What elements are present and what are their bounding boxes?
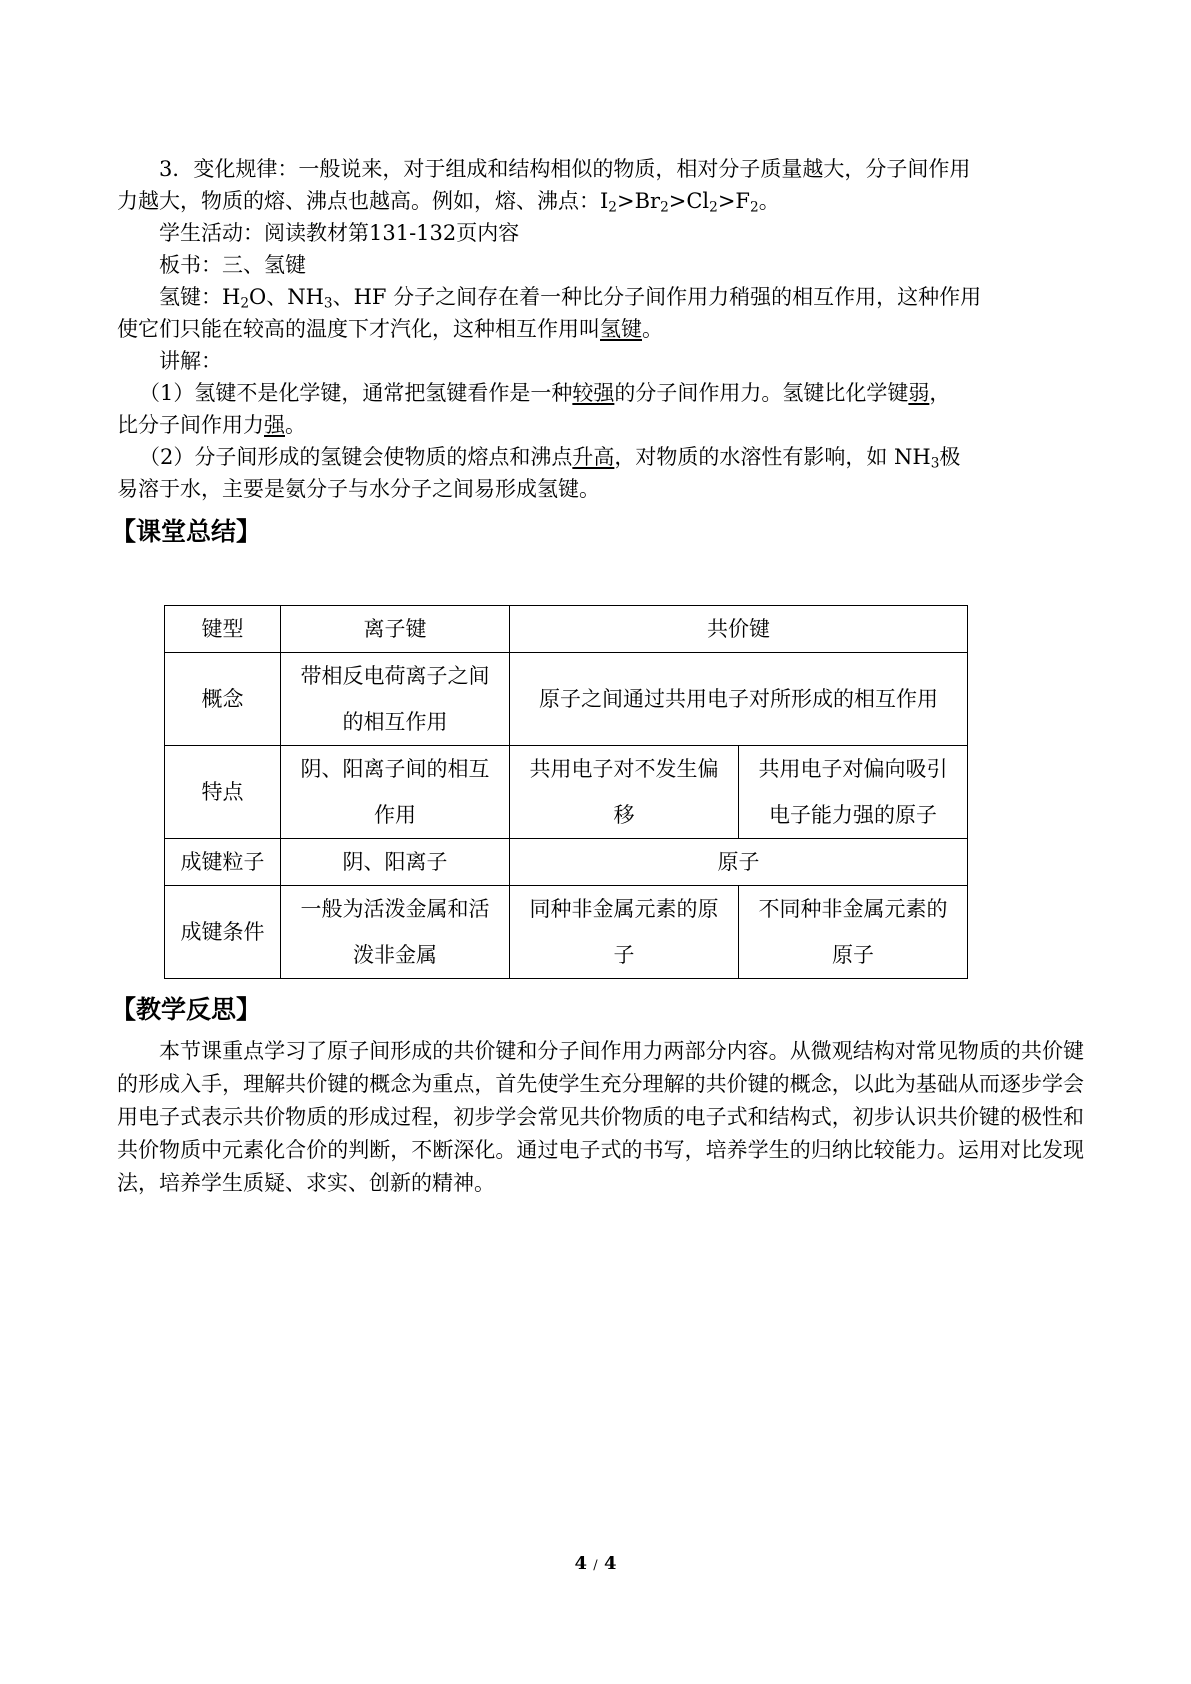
table-cell: 一般为活泼金属和活泼非金属: [281, 886, 510, 979]
table-row: [165, 653, 968, 746]
table-cell: 带相反电荷离子之间的相互作用: [281, 653, 510, 746]
table-cell: 共用电子对不发生偏移: [510, 746, 739, 839]
table-row: [165, 746, 968, 839]
page-number: [0, 1553, 1191, 1574]
table-cell: 键型: [165, 606, 281, 653]
rule-paragraph: [117, 153, 1084, 217]
rule-line-2: 力越大，物质的熔、沸点也越高。例如，熔、沸点：: [117, 189, 600, 213]
summary-table: [164, 605, 968, 979]
section-heading-reflection: 【教学反思】: [111, 995, 262, 1024]
student-activity: 学生活动：阅读教材第131-132页内容: [159, 221, 520, 245]
table-cell: 同种非金属元素的原子: [510, 886, 739, 979]
explain-point-2: （2）分子间形成的氢键会使物质的熔点和沸点升高，对物质的水溶性有影响，如 $NH_3$极: [139, 445, 961, 472]
hydrogen-bond-term: 氢键: [600, 317, 642, 341]
explain-point-1: （1）氢键不是化学键，通常把氢键看作是一种较强的分子间作用力。氢键比化学键弱，: [139, 381, 951, 405]
table-cell: 阴、阳离子间的相互作用: [281, 746, 510, 839]
formula-i2: $I_2>Br_2>Cl_2>F_2$。: [600, 189, 780, 216]
table-row: [165, 886, 968, 979]
hydrogen-bond-definition: 氢键：$H_2O$、$NH_3$、HF 分子之间存在着一种比分子间作用力稍强的相互作用，这种作用 使它们只能在较高的温度下才汽化，这种相互作用叫氢键。: [117, 285, 982, 341]
table-cell: 共用电子对偏向吸引电子能力强的原子: [739, 746, 968, 839]
table-cell: 成键粒子: [165, 839, 281, 886]
table-cell: 离子键: [281, 606, 510, 653]
table-row: [165, 839, 968, 886]
explain-point-2-cont: 易溶于水，主要是氨分子与水分子之间易形成氢键。: [117, 477, 600, 501]
page-total: 4: [603, 1553, 617, 1574]
table-cell: 阴、阳离子: [281, 839, 510, 886]
table-cell: 特点: [165, 746, 281, 839]
page-content: [111, 153, 1084, 1200]
table-cell: 概念: [165, 653, 281, 746]
board-note: 板书：三、氢键: [159, 253, 306, 277]
rule-line-1: 3．变化规律：一般说来，对于组成和结构相似的物质，相对分子质量越大，分子间作用: [159, 157, 971, 181]
explain-label: 讲解：: [159, 349, 222, 373]
page-current: 4: [574, 1553, 588, 1574]
table-cell: 共价键: [510, 606, 968, 653]
section-heading-summary: 【课堂总结】: [111, 517, 262, 546]
table-cell: 不同种非金属元素的原子: [739, 886, 968, 979]
table-cell: 成键条件: [165, 886, 281, 979]
table-cell: 原子之间通过共用电子对所形成的相互作用: [510, 653, 968, 746]
reflection-paragraph: 本节课重点学习了原子间形成的共价键和分子间作用力两部分内容。从微观结构对常见物质的共价键的形成入手，理解共价键的概念为重点，首先使学生充分理解的共价键的概念，以此为基础从而逐步学会用电子式表示共价物质的形成过程，初步学会常见共价物质的电子式和结构式，初步认识共价键的极性和共价物质中元素化合价的判断，不断深化。通过电子式的书写，培养学生的归纳比较能力。运用对比发现法，培养学生质疑、求实、创新的精神。: [117, 1039, 1084, 1195]
table-cell: 原子: [510, 839, 968, 886]
explain-point-1-cont: 比分子间作用力强。: [117, 413, 306, 437]
page-separator: /: [593, 1558, 598, 1573]
table-row: [165, 606, 968, 653]
